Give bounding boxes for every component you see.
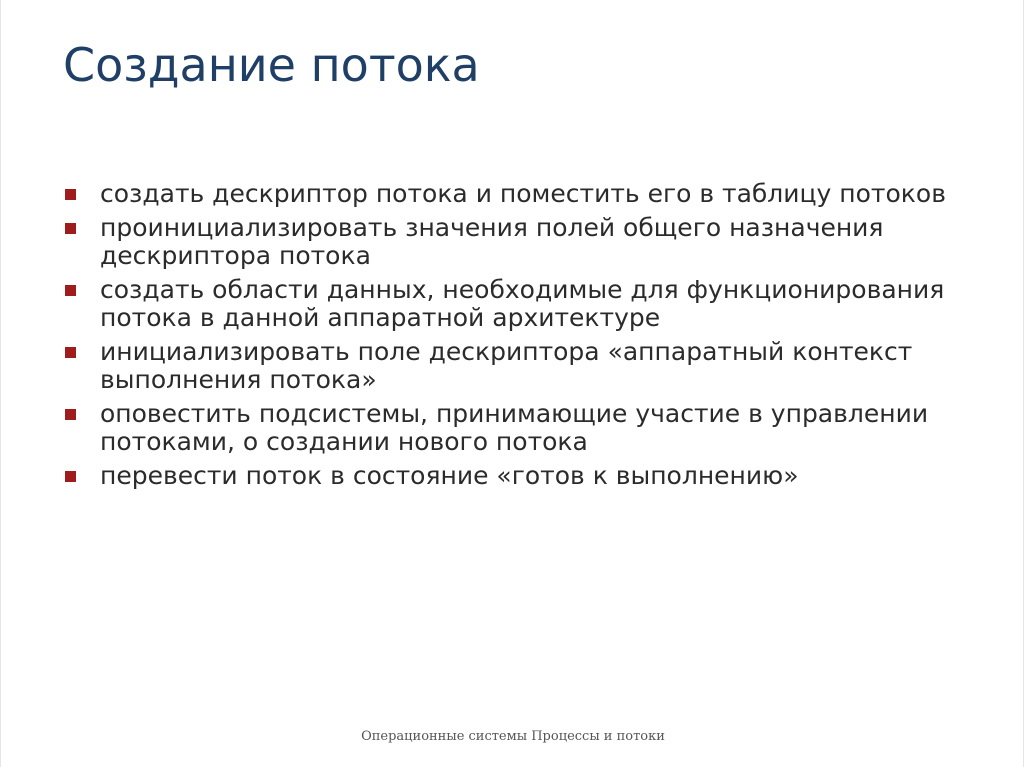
list-item — [65, 338, 965, 394]
square-bullet-icon — [65, 347, 76, 358]
square-bullet-icon — [65, 471, 76, 482]
list-item — [65, 276, 965, 332]
list-item — [65, 400, 965, 456]
square-bullet-icon — [65, 223, 76, 234]
bullet-text: проинициализировать значения полей общего назначения дескриптора потока — [100, 213, 884, 270]
bullet-text: создать дескриптор потока и поместить его в таблицу потоков — [100, 179, 946, 208]
list-item — [65, 462, 965, 490]
square-bullet-icon — [65, 409, 76, 420]
list-item — [65, 214, 965, 270]
slide-footer: Операционные системы Процессы и потоки — [361, 729, 665, 744]
bullet-text: перевести поток в состояние «готов к выполнению» — [100, 461, 799, 490]
square-bullet-icon — [65, 189, 76, 200]
bullet-text: инициализировать поле дескриптора «аппаратный контекст выполнения потока» — [100, 337, 913, 394]
bullet-list — [65, 180, 965, 496]
bullet-text: создать области данных, необходимые для функционирования потока в данной аппаратной архитектуре — [100, 275, 945, 332]
square-bullet-icon — [65, 285, 76, 296]
list-item — [65, 180, 965, 208]
slide-title: Создание потока — [63, 38, 480, 92]
bullet-text: оповестить подсистемы, принимающие участие в управлении потоками, о создании нового потока — [100, 399, 929, 456]
